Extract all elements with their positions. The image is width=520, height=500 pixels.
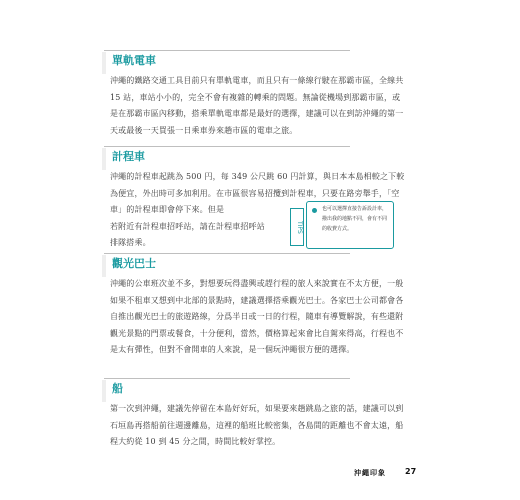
section-title: 計程車 — [112, 150, 145, 163]
section-boat — [108, 378, 408, 451]
bullet-icon — [312, 208, 317, 213]
footer-page-number: 27 — [405, 467, 417, 476]
section-body: 第一次到沖繩，建議先停留在本島好好玩，如果要來趟跳島之旅的話，建議可以到石垣島再搭船前往週邊離島，這裡的船班比較密集，各島間的距離也不會太遠，船程大約從 10 到 45 分之間，時間比較好掌控。 — [110, 404, 404, 446]
section-title: 單軌電車 — [112, 54, 156, 67]
section-bar — [102, 148, 106, 170]
section-bar — [102, 380, 106, 402]
section-title: 觀光巴士 — [112, 257, 156, 270]
section-rule — [104, 378, 350, 379]
section-body: 沖繩的公車班次並不多，對想要玩得盡興或趕行程的旅人來說實在不太方便，一般如果不租車又想到中北部的景點時，建議選擇搭乘觀光巴士。各家巴士公司都會各自推出觀光巴士的旅遊路線，分爲半日或一日的行程，隨車有導覽解說，有些還附觀光景點的門票或餐食，十分便利，當然，價格算起來會比自駕來得高，行程也不是太有彈性，但對不會開車的人來說，是一個玩沖繩很方便的選擇。 — [110, 279, 404, 354]
section-bar — [102, 255, 106, 277]
section-bar — [102, 52, 106, 74]
section-title: 船 — [112, 382, 123, 395]
footer-book-title: 沖繩印象 — [354, 469, 386, 477]
section-rule — [104, 146, 350, 147]
tips-label: TIPS — [290, 208, 304, 246]
section-tour-bus — [108, 253, 408, 359]
section-rule — [104, 253, 350, 254]
section-body: 沖繩的計程車起跳為 500 円，每 349 公尺跳 60 円計算，與日本本島相較之下較為便宜，外出時可多加利用。在市區很容易招攬到計程車，只要在路旁舉手，「空車」的計程車即會停下來。但是 — [110, 172, 405, 214]
section-monorail — [108, 50, 408, 139]
section-body: 沖繩的鐵路交通工具目前只有單軌電車，而且只有一條線行駛在那霸市區，全線共 15 站，車站小小的，完全不會有複雜的轉乘的問題。無論從機場到那霸市區，或是在那霸市區內移動，搭乘單軌電車都是最好的選擇，建議可以在到訪沖繩的第一天或最後一天買張一日乘車券來趟市區的電車之旅。 — [110, 76, 404, 135]
section-rule — [104, 50, 350, 51]
tips-text: 也可以選擇直接告訴設計車，撥出我的地點不同，會有不同的收費方式。 — [322, 206, 388, 232]
section-body-narrow: 若附近有計程車招呼站，請在計程車招呼站排隊搭乘。 — [110, 221, 265, 247]
